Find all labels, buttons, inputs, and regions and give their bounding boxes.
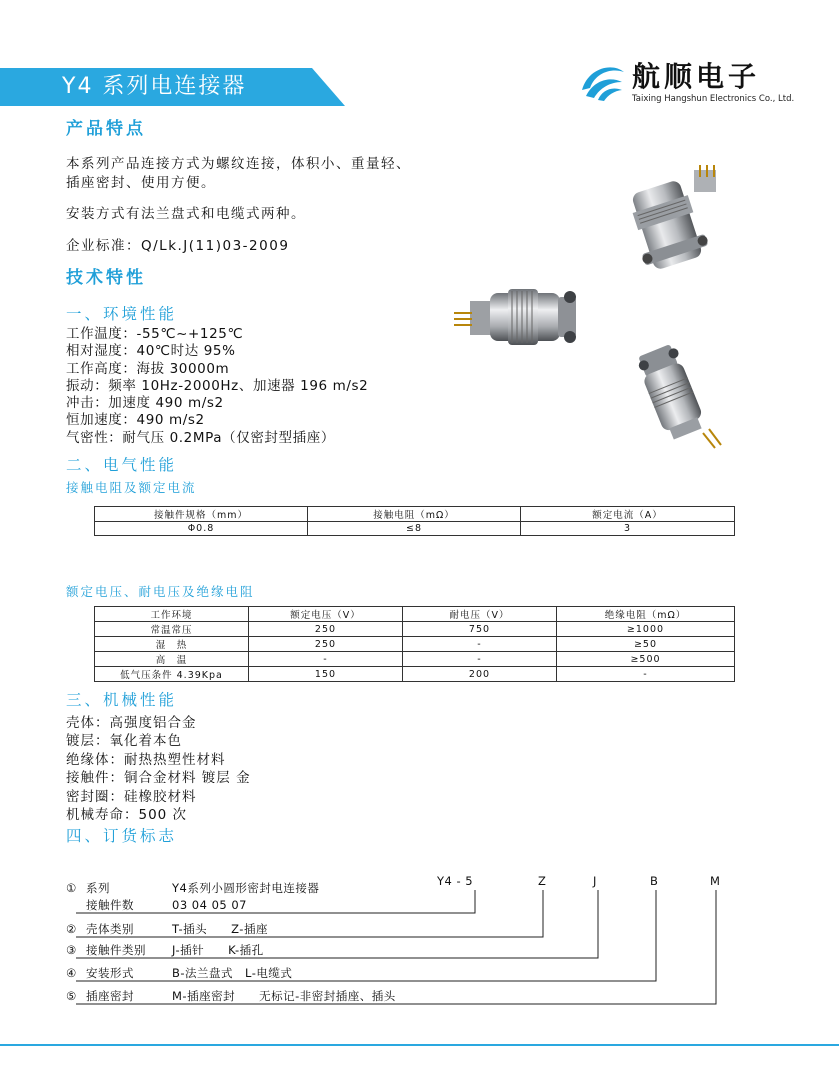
table-header-cell: 接触电阻（mΩ） <box>308 507 521 522</box>
mech-item: 接触件：铜合金材料 镀层 金 <box>66 770 251 787</box>
mech-item: 密封圈：硅橡胶材料 <box>66 788 197 805</box>
table-cell: 低气压条件 4.39Kpa <box>95 667 249 682</box>
table-header-cell: 额定电流（A） <box>521 507 735 522</box>
table-cell: 200 <box>403 667 557 682</box>
table-header-cell: 工作环境 <box>95 607 249 622</box>
order-row-desc: Y4系列小圆形密封电连接器 <box>172 881 320 895</box>
order-row-desc: J-插针 K-插孔 <box>172 943 264 957</box>
table-row <box>95 522 735 536</box>
order-row-label: 安装形式 <box>86 966 134 980</box>
order-row-number: ④ <box>66 966 77 980</box>
connector-photo-flange <box>612 165 722 280</box>
env-item: 气密性：耐气压 0.2MPa（仅密封型插座） <box>66 429 335 446</box>
mech-item: 绝缘体：耐热热塑性材料 <box>66 751 226 768</box>
env-heading: 一、环境性能 <box>66 305 178 323</box>
order-row-label: 壳体类别 <box>86 922 134 936</box>
footer-divider <box>0 1044 839 1046</box>
order-heading: 四、订货标志 <box>66 827 178 845</box>
order-row-number: ② <box>66 922 77 936</box>
order-row-number: ⑤ <box>66 989 77 1003</box>
table-header-cell: 耐电压（V） <box>403 607 557 622</box>
order-code-mount: B <box>650 874 659 888</box>
tech-heading: 技术特性 <box>66 268 146 288</box>
env-item: 冲击：加速度 490 m/s2 <box>66 395 224 412</box>
features-paragraph-line2: 插座密封、使用方便。 <box>66 175 216 191</box>
env-item: 振动：频率 10Hz-2000Hz、加速器 196 m/s2 <box>66 377 369 394</box>
mech-item: 壳体：高强度铝合金 <box>66 715 197 731</box>
contact-table-title: 接触电阻及额定电流 <box>66 480 197 495</box>
table-row <box>95 637 735 652</box>
table-cell: 150 <box>249 667 403 682</box>
features-paragraph-line1: 本系列产品连接方式为螺纹连接，体积小、重量轻、 <box>66 156 411 172</box>
order-row-desc: 03 04 05 07 <box>172 898 247 912</box>
table-cell: 常温常压 <box>95 622 249 637</box>
voltage-insulation-table <box>94 606 735 682</box>
connector-photo-side <box>452 283 587 353</box>
mech-heading: 三、机械性能 <box>66 691 178 709</box>
order-code-shell: Z <box>538 874 547 888</box>
table-cell: 750 <box>403 622 557 637</box>
table-cell: ≥1000 <box>557 622 735 637</box>
brand-subtitle: Taixing Hangshun Electronics Co., Ltd. <box>632 94 795 104</box>
order-row-number: ③ <box>66 943 77 957</box>
order-row-label: 接触件数 <box>86 898 134 912</box>
brand-name: 航顺电子 <box>632 60 761 93</box>
table-cell: 250 <box>249 622 403 637</box>
table-header-row <box>95 607 735 622</box>
table-cell: ≥50 <box>557 637 735 652</box>
table-cell: 3 <box>521 522 735 536</box>
table-cell: 湿 热 <box>95 637 249 652</box>
env-item: 工作温度：-55℃~+125℃ <box>66 326 244 342</box>
table-cell: - <box>403 652 557 667</box>
order-row-desc: M-插座密封 无标记-非密封插座、插头 <box>172 989 396 1003</box>
table-row <box>95 667 735 682</box>
elec-heading: 二、电气性能 <box>66 456 178 474</box>
env-list <box>66 326 368 447</box>
table-cell: - <box>557 667 735 682</box>
mech-list <box>66 714 251 824</box>
table-header-cell: 接触件规格（mm） <box>95 507 308 522</box>
order-row-label: 系列 <box>86 881 110 895</box>
brand-logo-icon <box>578 60 626 102</box>
order-row-desc: T-插头 Z-插座 <box>172 922 268 936</box>
order-code-contact: J <box>593 874 597 888</box>
install-methods-text: 安装方式有法兰盘式和电缆式两种。 <box>66 206 306 222</box>
page-title: Y4 系列电连接器 <box>62 74 247 99</box>
env-item: 相对湿度：40℃时达 95% <box>66 343 236 360</box>
table-cell: 高 温 <box>95 652 249 667</box>
env-item: 工作高度：海拔 30000m <box>66 360 230 377</box>
table-cell: - <box>403 637 557 652</box>
order-row-label: 接触件类别 <box>86 943 146 957</box>
order-row-desc: B-法兰盘式 L-电缆式 <box>172 966 293 980</box>
table-cell: - <box>249 652 403 667</box>
enterprise-standard: 企业标准：Q/Lk.J(11)03-2009 <box>66 238 290 254</box>
table-row <box>95 652 735 667</box>
order-code-seal: M <box>710 874 721 888</box>
order-code-series: Y4 - 5 <box>437 874 474 888</box>
features-heading: 产品特点 <box>66 119 146 139</box>
table-header-cell: 绝缘电阻（mΩ） <box>557 607 735 622</box>
mech-item: 镀层：氧化着本色 <box>66 733 182 750</box>
order-row-label: 插座密封 <box>86 989 134 1003</box>
table-cell: ≤8 <box>308 522 521 536</box>
table-cell: Φ0.8 <box>95 522 308 536</box>
table-header-row <box>95 507 735 522</box>
table-cell: ≥500 <box>557 652 735 667</box>
contact-resistance-table <box>94 506 735 536</box>
connector-photo-cable <box>617 345 727 450</box>
order-row-number: ① <box>66 881 77 895</box>
table-header-cell: 额定电压（V） <box>249 607 403 622</box>
voltage-table-title: 额定电压、耐电压及绝缘电阻 <box>66 584 255 599</box>
mech-item: 机械寿命：500 次 <box>66 807 188 824</box>
table-row <box>95 622 735 637</box>
table-cell: 250 <box>249 637 403 652</box>
env-item: 恒加速度：490 m/s2 <box>66 412 205 429</box>
